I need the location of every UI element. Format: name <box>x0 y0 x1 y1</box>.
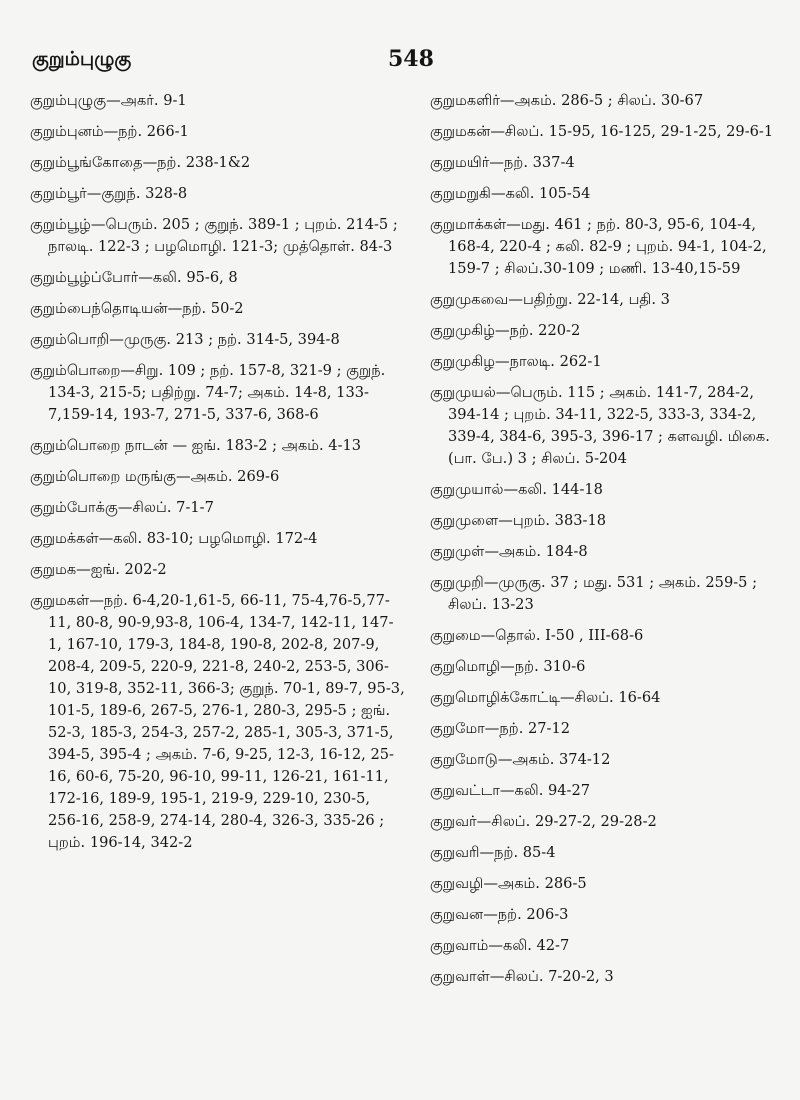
index-entry: குறுமக்கள்—கலி. 83-10; பழமொழி. 172-4 <box>30 530 318 547</box>
index-entry: குறும்பொறை மருங்கு—அகம். 269-6 <box>30 468 280 485</box>
index-entry: குறுமறுகி—கலி. 105-54 <box>430 185 591 202</box>
index-entry: குறுவாள்—சிலப். 7-20-2, 3 <box>430 968 614 985</box>
index-entry: குறுமொழி—நற். 310-6 <box>430 658 586 675</box>
right-column <box>430 90 775 997</box>
index-entry: குறுமுகிழ்—நற். 220-2 <box>430 322 581 339</box>
index-entry: குறும்பொறை நாடன் — ஐங். 183-2 ; அகம். 4-13 <box>30 437 362 454</box>
index-entry: குறுவட்டா—கலி. 94-27 <box>430 782 591 799</box>
left-column <box>30 90 405 863</box>
index-entry: குறும்பூழ்—பெரும். 205 ; குறுந். 389-1 ; புறம். 214-5 ; நாலடி. 122-3 ; பழமொழி. 121-3; முத்தொள். 84-3 <box>30 216 398 255</box>
index-entry: குறுமுகிழ—நாலடி. 262-1 <box>430 353 602 370</box>
index-entry: குறுமுறி—முருகு. 37 ; மது. 531 ; அகம். 259-5 ; சிலப். 13-23 <box>430 574 758 613</box>
index-entry: குறுமக—ஐங். 202-2 <box>30 561 167 578</box>
index-entry: குறுமாக்கள்—மது. 461 ; நற். 80-3, 95-6, 104-4, 168-4, 220-4 ; கலி. 82-9 ; புறம். 94-1, 104-2, 159-7 ; சிலப்.30-109 ; மணி. 13-40,15-59 <box>430 216 767 277</box>
index-entry: குறும்புனம்—நற். 266-1 <box>30 123 189 140</box>
index-entry: குறும்பூங்கோதை—நற். 238-1&2 <box>30 154 251 171</box>
index-entry: குறும்பைந்தொடியன்—நற். 50-2 <box>30 300 244 317</box>
index-entry: குறும்பூழ்ப்போர்—கலி. 95-6, 8 <box>30 269 238 286</box>
index-entry: குறும்பொறை—சிறு. 109 ; நற். 157-8, 321-9 ; குறுந். 134-3, 215-5; பதிற்று. 74-7; அகம். 14-8, 133-7,159-14, 193-7, 271-5, 337-6, 368-6 <box>30 362 386 423</box>
index-entry: குறுவர்—சிலப். 29-27-2, 29-28-2 <box>430 813 657 830</box>
index-entry: குறும்பூர்—குறுந். 328-8 <box>30 185 188 202</box>
index-entry: குறுமகன்—சிலப். 15-95, 16-125, 29-1-25, 29-6-1 <box>430 123 774 140</box>
index-entry: குறுமுகவை—பதிற்று. 22-14, பதி. 3 <box>430 291 670 308</box>
index-entry: குறுமுயால்—கலி. 144-18 <box>430 481 603 498</box>
index-entry: குறுவன—நற். 206-3 <box>430 906 569 923</box>
index-entry: குறுமோ—நற். 27-12 <box>430 720 571 737</box>
page-header <box>26 46 776 80</box>
index-entry: குறுமை—தொல். I-50 , III-68-6 <box>430 627 644 644</box>
running-head: குறும்புழுகு <box>32 48 132 70</box>
index-entry: குறுமுயல்—பெரும். 115 ; அகம். 141-7, 284-2, 394-14 ; புறம். 34-11, 322-5, 333-3, 334-2, 339-4, 384-6, 395-3, 396-17 ; களவழி. மிகை. (பா. பே.) 3 ; சிலப். 5-204 <box>430 384 770 467</box>
index-entry: குறுமயிர்—நற். 337-4 <box>430 154 575 171</box>
index-entry: குறுமொழிக்கோட்டி—சிலப். 16-64 <box>430 689 661 706</box>
index-entry: குறுமகளிர்—அகம். 286-5 ; சிலப். 30-67 <box>430 92 704 109</box>
index-entry: குறும்போக்கு—சிலப். 7-1-7 <box>30 499 214 516</box>
index-entry: குறும்பொறி—முருகு. 213 ; நற். 314-5, 394-8 <box>30 331 340 348</box>
index-entry: குறுமுள்—அகம். 184-8 <box>430 543 588 560</box>
index-entry: குறுமகள்—நற். 6-4,20-1,61-5, 66-11, 75-4,76-5,77-11, 80-8, 90-9,93-8, 106-4, 134-7, 142-11, 147-1, 167-10, 179-3, 184-8, 190-8, 202-8, 207-9, 208-4, 209-5, 220-9, 221-8, 240-2, 253-5, 306-10, 319-8, 352-11, 366-3; குறுந். 70-1, 89-7, 95-3, 101-5, 189-6, 267-5, 276-1, 280-3, 295-5 ; ஐங். 52-3, 185-3, 254-3, 257-2, 285-1, 305-3, 371-5, 394-5, 395-4 ; அகம். 7-6, 9-25, 12-3, 16-12, 25-16, 60-6, 75-20, 96-10, 99-11, 126-21, 161-11, 172-16, 189-9, 195-1, 219-9, 229-10, 230-5, 256-16, 258-9, 274-14, 280-4, 326-3, 335-26 ; புறம். 196-14, 342-2 <box>30 592 405 851</box>
index-entry: குறுமோடு—அகம். 374-12 <box>430 751 611 768</box>
index-entry: குறுமுளை—புறம். 383-18 <box>430 512 607 529</box>
index-entry: குறுவழி—அகம். 286-5 <box>430 875 587 892</box>
index-entry: குறுவாம்—கலி. 42-7 <box>430 937 570 954</box>
index-entry: குறுவரி—நற். 85-4 <box>430 844 556 861</box>
page-number: 548 <box>388 46 434 72</box>
index-entry: குறும்புழுகு—அகர். 9-1 <box>30 92 187 109</box>
